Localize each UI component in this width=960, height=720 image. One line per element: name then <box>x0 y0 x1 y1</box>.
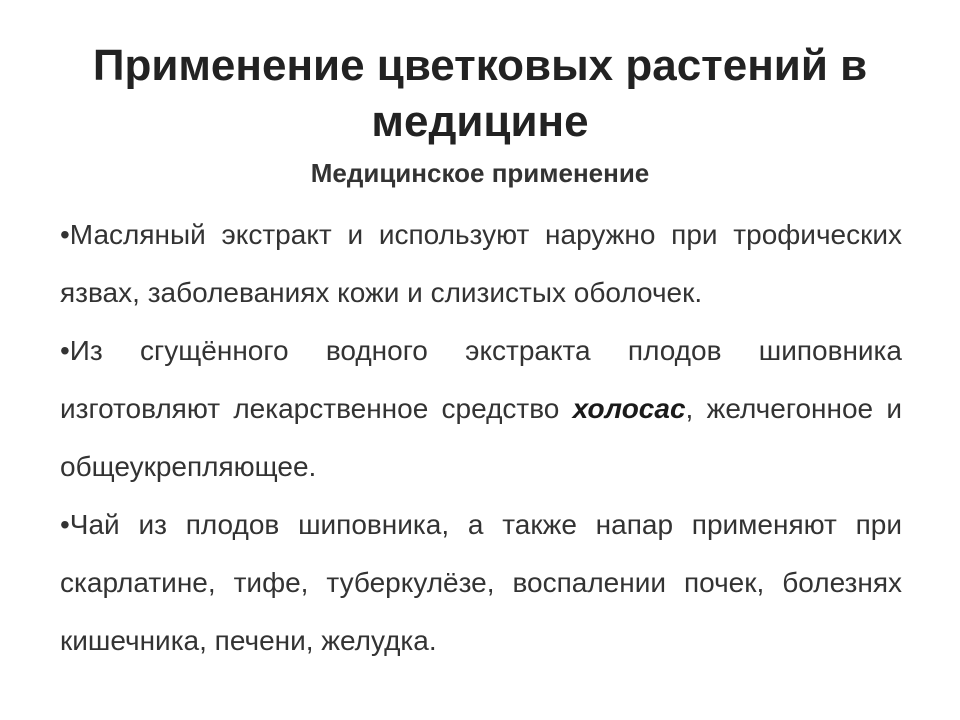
slide-subtitle: Медицинское применение <box>310 158 650 188</box>
bullet-text: , желчегонное и общеукрепляющее. <box>60 393 902 482</box>
bullet-list <box>60 206 902 670</box>
bullet-item: •Масляный экстракт и используют наружно при трофических язвах, заболеваниях кожи и слизистых оболочек. <box>60 219 902 308</box>
bullet-item: •Чай из плодов шиповника, а также напар применяют при скарлатине, тифе, туберкулёзе, воспалении почек, болезнях кишечника, печени, желудка. <box>60 509 902 656</box>
bullet-item <box>60 322 902 496</box>
emphasized-drug-name: холосас <box>572 393 686 424</box>
slide-title: Применение цветковых растений в медицине <box>92 41 868 146</box>
bullet-text: •Из сгущённого водного экстракта плодов шиповника изготовляют лекарственное средство <box>60 335 902 424</box>
